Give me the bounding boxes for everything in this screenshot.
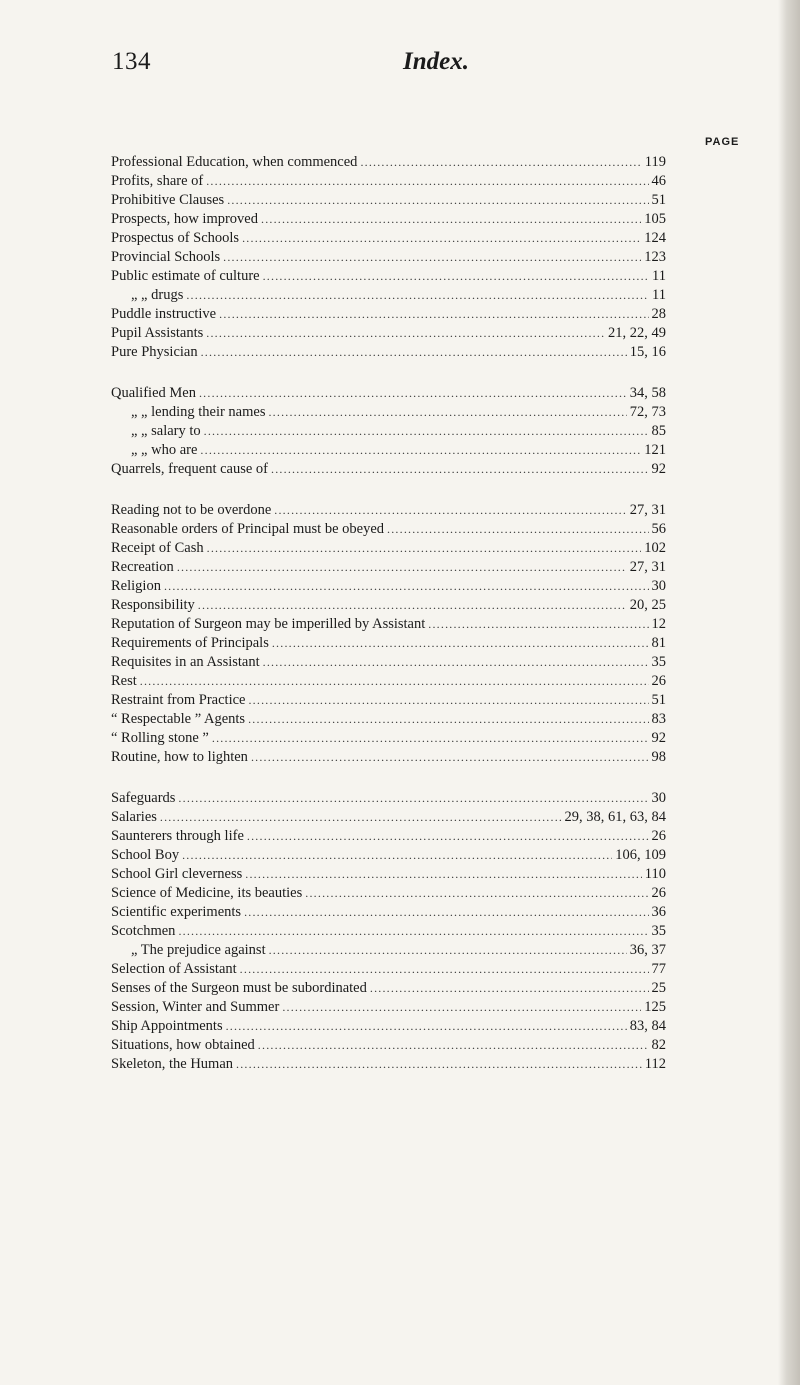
- entry-term: Routine, how to lighten: [111, 749, 248, 765]
- entry-term: Reading not to be overdone: [111, 502, 272, 518]
- dot-leader: [261, 210, 641, 229]
- index-entry: [111, 210, 666, 229]
- entry-pages: 29, 38, 61, 63, 84: [564, 809, 666, 825]
- entry-pages: 36, 37: [629, 942, 666, 958]
- running-title: Index.: [403, 48, 469, 75]
- entry-pages: 27, 31: [629, 559, 666, 575]
- entry-pages: 92: [651, 730, 666, 746]
- dot-leader: [272, 634, 649, 653]
- index-entry: [111, 1017, 666, 1036]
- entry-pages: 20, 25: [629, 597, 666, 613]
- entry-term: Scientific experiments: [111, 904, 242, 920]
- dot-leader: [206, 172, 648, 191]
- index-entry: [111, 960, 666, 979]
- index-list: [111, 153, 666, 1096]
- entry-term: Professional Education, when commenced: [111, 154, 358, 170]
- entry-pages: 83: [651, 711, 666, 727]
- entry-term: „ „ who are: [131, 442, 198, 458]
- entry-pages: 36: [651, 904, 666, 920]
- dot-leader: [258, 1036, 649, 1055]
- dot-leader: [244, 903, 648, 922]
- dot-leader: [177, 558, 627, 577]
- entry-term: Session, Winter and Summer: [111, 999, 280, 1015]
- dot-leader: [360, 153, 641, 172]
- entry-pages: 15, 16: [629, 344, 666, 360]
- index-entry: [111, 384, 666, 403]
- entry-term: Responsibility: [111, 597, 195, 613]
- entry-pages: 110: [644, 866, 666, 882]
- index-entry: [111, 558, 666, 577]
- entry-pages: 125: [644, 999, 666, 1015]
- entry-term: Senses of the Surgeon must be subordinated: [111, 980, 367, 996]
- index-entry: [111, 191, 666, 210]
- entry-term: Requirements of Principals: [111, 635, 269, 651]
- entry-term: “ Rolling stone ”: [111, 730, 209, 746]
- dot-leader: [247, 827, 649, 846]
- dot-leader: [248, 691, 648, 710]
- index-entry: [111, 324, 666, 343]
- entry-pages: 51: [651, 192, 666, 208]
- index-entry: [111, 539, 666, 558]
- entry-term: Science of Medicine, its beauties: [111, 885, 303, 901]
- index-entry: [111, 672, 666, 691]
- dot-leader: [186, 286, 649, 305]
- index-entry: [111, 789, 666, 808]
- entry-pages: 26: [651, 673, 666, 689]
- entry-term: Scotchmen: [111, 923, 176, 939]
- entry-term: Situations, how obtained: [111, 1037, 255, 1053]
- page-number: 134: [112, 48, 151, 75]
- dot-leader: [140, 672, 649, 691]
- index-entry: [111, 998, 666, 1017]
- entry-term: Pure Physician: [111, 344, 198, 360]
- entry-pages: 81: [651, 635, 666, 651]
- entry-term: “ Respectable ” Agents: [111, 711, 246, 727]
- entry-term: School Boy: [111, 847, 180, 863]
- dot-leader: [198, 596, 627, 615]
- index-entry: [111, 460, 666, 479]
- dot-leader: [204, 422, 649, 441]
- entry-pages: 35: [651, 654, 666, 670]
- entry-term: Prohibitive Clauses: [111, 192, 225, 208]
- index-entry: [111, 748, 666, 767]
- entry-pages: 26: [651, 885, 666, 901]
- dot-leader: [242, 229, 641, 248]
- entry-pages: 56: [651, 521, 666, 537]
- entry-term: Saunterers through life: [111, 828, 244, 844]
- entry-pages: 28: [651, 306, 666, 322]
- entry-pages: 30: [651, 578, 666, 594]
- entry-pages: 30: [651, 790, 666, 806]
- dot-leader: [263, 653, 649, 672]
- entry-term: Skeleton, the Human: [111, 1056, 234, 1072]
- entry-term: Ship Appointments: [111, 1018, 223, 1034]
- dot-leader: [305, 884, 648, 903]
- dot-leader: [274, 501, 626, 520]
- entry-pages: 11: [652, 268, 666, 284]
- entry-term: Selection of Assistant: [111, 961, 237, 977]
- index-entry: [111, 577, 666, 596]
- index-entry: [111, 729, 666, 748]
- entry-pages: 34, 58: [629, 385, 666, 401]
- index-entry: [111, 922, 666, 941]
- entry-pages: 105: [644, 211, 666, 227]
- entry-term: „ „ salary to: [131, 423, 201, 439]
- entry-term: Restraint from Practice: [111, 692, 246, 708]
- entry-term: Reasonable orders of Principal must be obeyed: [111, 521, 385, 537]
- entry-pages: 85: [651, 423, 666, 439]
- index-entry: [111, 979, 666, 998]
- dot-leader: [271, 460, 648, 479]
- page-column-label: PAGE: [705, 136, 740, 148]
- entry-pages: 77: [651, 961, 666, 977]
- index-entry: [111, 827, 666, 846]
- entry-pages: 35: [651, 923, 666, 939]
- entry-term: Puddle instructive: [111, 306, 217, 322]
- dot-leader: [178, 922, 648, 941]
- entry-pages: 119: [644, 154, 666, 170]
- index-entry: [111, 865, 666, 884]
- index-entry: [111, 634, 666, 653]
- page-header: [112, 48, 672, 88]
- entry-term: Rest: [111, 673, 137, 689]
- entry-term: Prospects, how improved: [111, 211, 258, 227]
- dot-leader: [201, 343, 627, 362]
- dot-leader: [223, 248, 641, 267]
- dot-leader: [207, 539, 642, 558]
- entry-pages: 121: [644, 442, 666, 458]
- entry-pages: 27, 31: [629, 502, 666, 518]
- index-section: [111, 501, 666, 767]
- entry-term: Provincial Schools: [111, 249, 221, 265]
- entry-term: „ The prejudice against: [131, 942, 266, 958]
- dot-leader: [164, 577, 649, 596]
- entry-term: School Girl cleverness: [111, 866, 243, 882]
- dot-leader: [269, 941, 627, 960]
- entry-term: Qualified Men: [111, 385, 196, 401]
- index-entry: [111, 1036, 666, 1055]
- dot-leader: [236, 1055, 642, 1074]
- dot-leader: [370, 979, 649, 998]
- entry-pages: 11: [652, 287, 666, 303]
- entry-term: Pupil Assistants: [111, 325, 204, 341]
- index-entry: [111, 520, 666, 539]
- entry-pages: 123: [644, 249, 666, 265]
- index-entry: [111, 653, 666, 672]
- dot-leader: [240, 960, 649, 979]
- entry-pages: 124: [644, 230, 666, 246]
- index-entry: [111, 710, 666, 729]
- entry-term: Prospectus of Schools: [111, 230, 240, 246]
- index-subentry: [111, 403, 666, 422]
- index-entry: [111, 172, 666, 191]
- entry-pages: 46: [651, 173, 666, 189]
- index-entry: [111, 903, 666, 922]
- dot-leader: [178, 789, 648, 808]
- entry-term: Safeguards: [111, 790, 176, 806]
- index-section: [111, 153, 666, 362]
- entry-pages: 12: [651, 616, 666, 632]
- index-entry: [111, 615, 666, 634]
- index-entry: [111, 691, 666, 710]
- dot-leader: [263, 267, 649, 286]
- entry-pages: 92: [651, 461, 666, 477]
- index-entry: [111, 1055, 666, 1074]
- dot-leader: [387, 520, 648, 539]
- entry-pages: 82: [651, 1037, 666, 1053]
- dot-leader: [182, 846, 612, 865]
- entry-term: Public estimate of culture: [111, 268, 260, 284]
- entry-term: „ „ drugs: [131, 287, 184, 303]
- dot-leader: [282, 998, 641, 1017]
- index-subentry: [111, 286, 666, 305]
- entry-term: „ „ lending their names: [131, 404, 266, 420]
- entry-term: Reputation of Surgeon may be imperilled by Assistant: [111, 616, 426, 632]
- dot-leader: [219, 305, 648, 324]
- dot-leader: [200, 441, 641, 460]
- index-entry: [111, 343, 666, 362]
- index-entry: [111, 808, 666, 827]
- dot-leader: [199, 384, 627, 403]
- entry-pages: 72, 73: [629, 404, 666, 420]
- entry-pages: 21, 22, 49: [608, 325, 666, 341]
- index-subentry: [111, 441, 666, 460]
- entry-pages: 98: [651, 749, 666, 765]
- entry-term: Religion: [111, 578, 161, 594]
- entry-pages: 26: [651, 828, 666, 844]
- index-entry: [111, 267, 666, 286]
- dot-leader: [268, 403, 626, 422]
- dot-leader: [160, 808, 562, 827]
- entry-term: Requisites in an Assistant: [111, 654, 260, 670]
- index-subentry: [111, 422, 666, 441]
- entry-pages: 25: [651, 980, 666, 996]
- dot-leader: [227, 191, 648, 210]
- dot-leader: [245, 865, 642, 884]
- index-section: [111, 789, 666, 1074]
- entry-term: Salaries: [111, 809, 157, 825]
- entry-term: Recreation: [111, 559, 174, 575]
- entry-pages: 112: [644, 1056, 666, 1072]
- index-entry: [111, 884, 666, 903]
- index-entry: [111, 305, 666, 324]
- index-subentry: [111, 941, 666, 960]
- entry-term: Profits, share of: [111, 173, 204, 189]
- entry-term: Quarrels, frequent cause of: [111, 461, 269, 477]
- index-section: [111, 384, 666, 479]
- entry-pages: 102: [644, 540, 666, 556]
- entry-pages: 83, 84: [629, 1018, 666, 1034]
- index-entry: [111, 229, 666, 248]
- dot-leader: [428, 615, 648, 634]
- index-entry: [111, 846, 666, 865]
- index-entry: [111, 248, 666, 267]
- dot-leader: [248, 710, 648, 729]
- index-entry: [111, 153, 666, 172]
- page-edge-shadow: [778, 0, 800, 1385]
- index-entry: [111, 501, 666, 520]
- entry-term: Receipt of Cash: [111, 540, 204, 556]
- dot-leader: [251, 748, 649, 767]
- entry-pages: 51: [651, 692, 666, 708]
- entry-pages: 106, 109: [615, 847, 666, 863]
- dot-leader: [212, 729, 649, 748]
- index-entry: [111, 596, 666, 615]
- dot-leader: [206, 324, 605, 343]
- dot-leader: [226, 1017, 627, 1036]
